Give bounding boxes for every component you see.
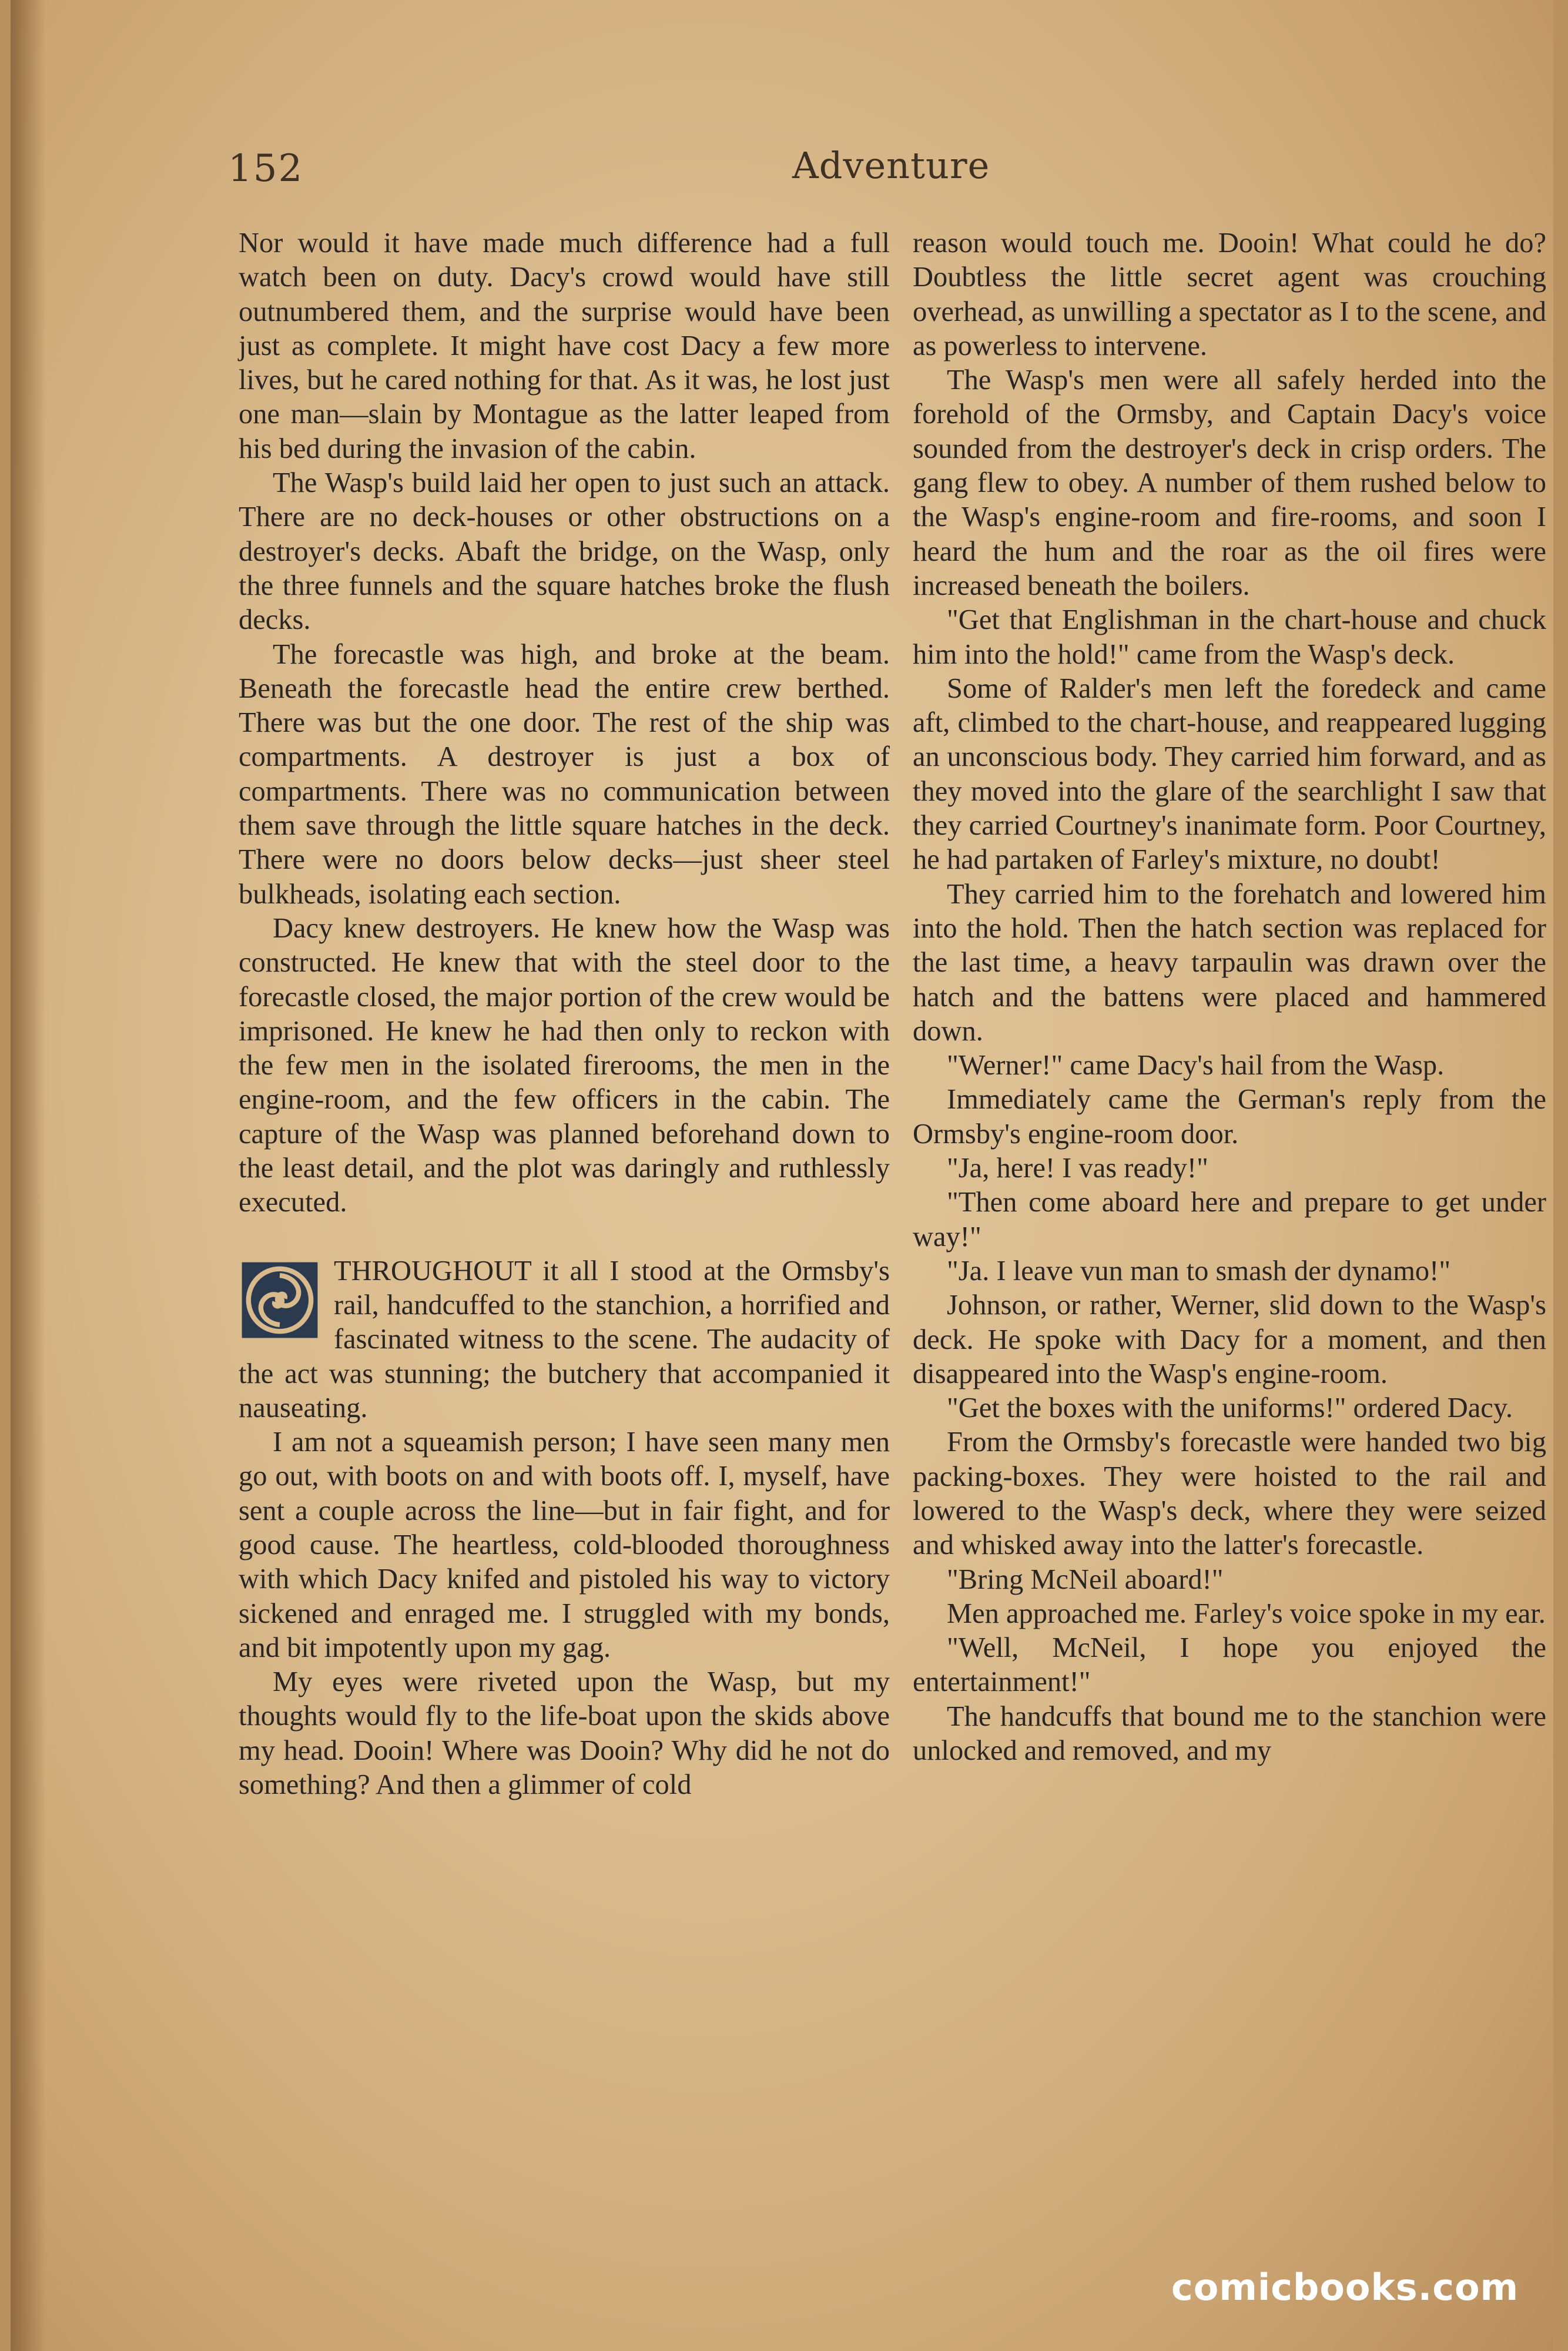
- running-header-title: Adventure: [792, 144, 990, 187]
- watermark-text: comicbooks.com: [1171, 2266, 1519, 2309]
- magazine-page: [11, 0, 1553, 2351]
- section-break: [239, 1254, 890, 1425]
- paragraph: Dacy knew destroyers. He knew how the Wasp was constructed. He knew that with the steel door to the forecastle closed, the major portion of the crew would be imprisoned. He knew he had then only to reckon with the few men in the isolated firerooms, the men in the engine-room, and the few officers in the cabin. The capture of the Wasp was planned beforehand down to the least detail, and the plot was daringly and ruthlessly executed.: [239, 912, 890, 1218]
- section-opening-paragraph: THROUGHOUT it all I stood at the Ormsby's rail, handcuffed to the stanchion, a horrified and fascinated witness to the scene. The audacity of the act was stunning; the butchery that accompanied it nauseating.: [239, 1255, 890, 1424]
- paragraph: reason would touch me. Dooin! What could he do? Doubtless the little secret agent was crouching overhead, as unwilling a spectator as I to the scene, and as powerless to intervene.: [913, 227, 1546, 361]
- swirl-ornament-svg: [239, 1259, 321, 1341]
- paragraph: "Werner!" came Dacy's hail from the Wasp.: [947, 1050, 1445, 1081]
- left-text-column: [239, 226, 890, 1802]
- paragraph: Johnson, or rather, Werner, slid down to the Wasp's deck. He spoke with Dacy for a moment, and then disappeared into the Wasp's engine-room.: [913, 1290, 1546, 1389]
- paragraph: Men approached me. Farley's voice spoke in my ear.: [947, 1598, 1546, 1629]
- paragraph: Some of Ralder's men left the foredeck and came aft, climbed to the chart-house, and reappeared lugging an unconscious body. They carried him forward, and as they moved into the glare of the searchlight I saw that they carried Courtney's inanimate form. Poor Courtney, he had partaken of Farley's mixture, no doubt!: [913, 672, 1546, 876]
- paragraph: From the Ormsby's forecastle were handed two big packing-boxes. They were hoisted to the rail and lowered to the Wasp's deck, where they were seized and whisked away into the latter's forecastle.: [913, 1426, 1546, 1561]
- paragraph: "Well, McNeil, I hope you enjoyed the entertainment!": [913, 1632, 1546, 1698]
- paragraph: Immediately came the German's reply from the Ormsby's engine-room door.: [913, 1084, 1546, 1150]
- paragraph: The Wasp's men were all safely herded into the forehold of the Ormsby, and Captain Dacy's voice sounded from the destroyer's deck in crisp orders. The gang flew to obey. A number of them rushed below to the Wasp's engine-room and fire-rooms, and soon I heard the hum and the roar as the oil fires were increased beneath the boilers.: [913, 364, 1546, 601]
- paragraph: "Get that Englishman in the chart-house and chuck him into the hold!" came from the Wasp's deck.: [913, 604, 1546, 670]
- paragraph: The forecastle was high, and broke at the beam. Beneath the forecastle head the entire crew berthed. There was but the one door. The rest of the ship was compartments. A destroyer is just a box of compartments. There was no communication between them save through the little square hatches in the deck. There were no doors below decks—just sheer steel bulkheads, isolating each section.: [239, 638, 890, 910]
- right-text-column: [913, 226, 1546, 1768]
- paragraph: Nor would it have made much difference had a full watch been on duty. Dacy's crowd would have still outnumbered them, and the surprise would have been just as complete. It might have cost Dacy a few more lives, but he cared nothing for that. As it was, he lost just one man—slain by Montague as the latter leaped from his bed during the invasion of the cabin.: [239, 227, 890, 464]
- paragraph: "Ja. I leave vun man to smash der dynamo!": [947, 1255, 1451, 1287]
- paragraph: "Ja, here! I vas ready!": [947, 1153, 1208, 1184]
- page-number: 152: [228, 147, 304, 190]
- paragraph: My eyes were riveted upon the Wasp, but my thoughts would fly to the life-boat upon the skids above my head. Dooin! Where was Dooin? Why did he not do something? And then a glimmer of cold: [239, 1666, 890, 1801]
- paragraph: "Get the boxes with the uniforms!" ordered Dacy.: [947, 1392, 1513, 1424]
- paragraph: The handcuffs that bound me to the stanchion were unlocked and removed, and my: [913, 1700, 1546, 1767]
- paragraph: The Wasp's build laid her open to just such an attack. There are no deck-houses or other obstructions on a destroyer's decks. Abaft the bridge, on the Wasp, only the three funnels and the square hatches broke the flush decks.: [239, 467, 890, 636]
- paragraph: They carried him to the forehatch and lowered him into the hold. Then the hatch section was replaced for the last time, a heavy tarpaulin was drawn over the hatch and the battens were placed and hammered down.: [913, 878, 1546, 1047]
- paragraph: "Then come aboard here and prepare to get under way!": [913, 1187, 1546, 1252]
- decorative-swirl-drop-cap-icon: [239, 1259, 321, 1341]
- paragraph: I am not a squeamish person; I have seen many men go out, with boots on and with boots off. I, myself, have sent a couple across the line—but in fair fight, and for good cause. The heartless, cold-blooded thoroughness with which Dacy knifed and pistoled his way to victory sickened and enraged me. I struggled with my bonds, and bit impotently upon my gag.: [239, 1426, 890, 1663]
- paragraph: "Bring McNeil aboard!": [947, 1563, 1224, 1595]
